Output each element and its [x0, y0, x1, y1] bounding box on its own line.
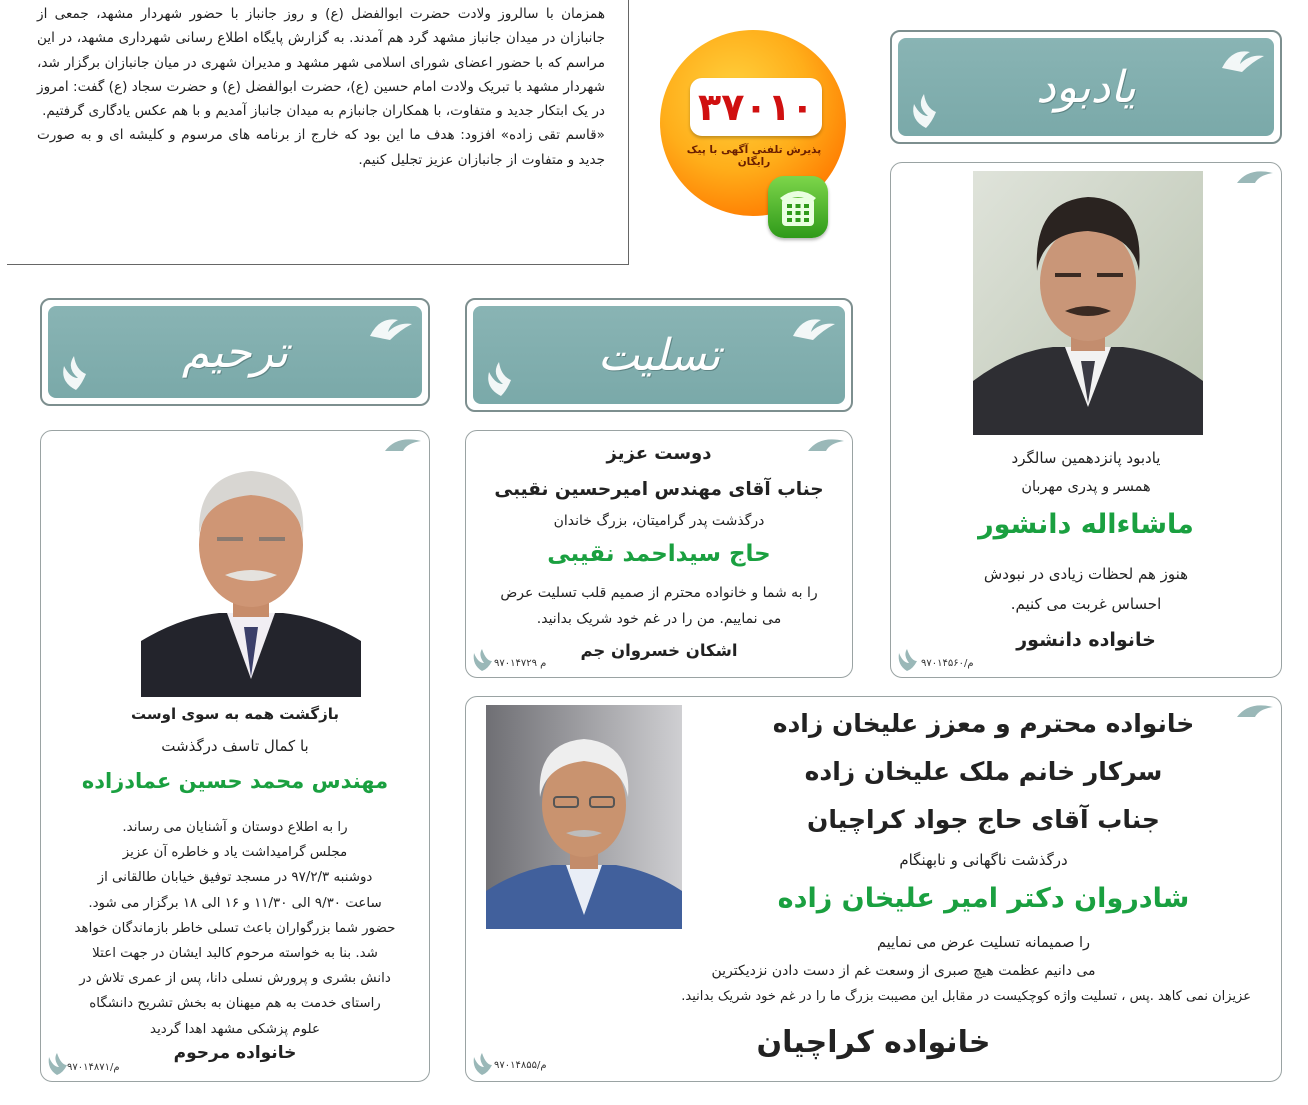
memorial-line: هنوز هم لحظات زیادی در نبودش: [983, 565, 1189, 583]
corner-ornament-icon: [383, 435, 423, 455]
condolence-line: را به شما و خانواده محترم از صمیم قلب تسلیت عرض: [500, 585, 818, 601]
section-header-yadbood: [890, 30, 1282, 144]
ad-signature: خانواده مرحوم: [173, 1043, 297, 1063]
condolence-recipient: سرکار خانم ملک علیخان زاده: [804, 757, 1163, 786]
memorial-ad-daneshvar: [890, 162, 1282, 678]
section-title: تسلیت: [597, 329, 721, 381]
condolence-line: درگذشت ناگهانی و نابهنگام: [899, 851, 1068, 869]
condolence-recipient: جناب آقای حاج جواد کراچیان: [807, 805, 1160, 834]
obituary-body-line: دانش بشری و پرورش نسلی دانا، پس از عمری تلاش در: [79, 971, 391, 987]
ad-signature: اشکان خسروان جم: [580, 641, 738, 660]
phone-ad-promo-badge: [660, 30, 850, 242]
memorial-line: یادبود پانزدهمین سالگرد: [1011, 449, 1161, 467]
obituary-body-line: ساعت ۹/۳۰ الی ۱۱/۳۰ و ۱۶ الی ۱۸ برگزار می شود.: [88, 895, 382, 911]
deceased-name: حاج سیداحمد نقیبی: [547, 541, 771, 567]
obituary-body: [41, 815, 429, 1042]
news-article: [7, 0, 629, 265]
ad-code: م/۹۷۰۱۴۸۷۱: [67, 1062, 120, 1073]
corner-ornament-icon: [1235, 167, 1275, 187]
news-paragraph: «قاسم تقی زاده» افزود: هدف ما این بود که خارج از برنامه های مرسوم و کلیشه ای و به صورت جدید و متفاوت از جانبازان عزیز تجلیل کنیم.: [37, 127, 605, 168]
condolence-recipient: خانواده محترم و معزز علیخان زاده: [772, 709, 1195, 738]
promo-phone-number: ۳۷۰۱۰: [698, 85, 814, 129]
condolence-ad-alikhanzadeh: [465, 696, 1282, 1082]
condolence-line: عزیزان نمی کاهد .پس ، تسلیت واژه کوچکیست در مقابل این مصیبت بزرگ ما را در غم خود شریک بدانید.: [681, 989, 1251, 1004]
obituary-body-line: مجلس گرامیداشت یاد و خاطره آن عزیز: [122, 845, 348, 861]
condolence-recipient: جناب آقای مهندس امیرحسین نقیبی: [494, 479, 824, 500]
condolence-line: دوست عزیز: [606, 443, 712, 464]
section-title: ترحیم: [181, 326, 289, 378]
section-title: یادبود: [1036, 61, 1136, 113]
floral-ornament-icon: [906, 90, 946, 130]
memorial-line: احساس غربت می کنیم.: [1010, 595, 1162, 613]
floral-ornament-icon: [368, 314, 414, 344]
floral-ornament-icon: [56, 352, 96, 392]
obituary-body-line: راستای خدمت به هم میهنان به بخش تشریح دانشگاه: [89, 996, 381, 1012]
condolence-line: می نماییم. من را در غم خود شریک بدانید.: [536, 611, 782, 627]
floral-ornament-icon: [1220, 46, 1266, 76]
ad-code: م ۹۷۰۱۴۷۲۹: [494, 658, 547, 669]
section-header-tasliyat: [465, 298, 853, 412]
obituary-body-line: را به اطلاع دوستان و آشنایان می رساند.: [122, 820, 348, 835]
obituary-body-line: شد. بنا به خواسته مرحوم کالبد ایشان در جهت اعتلا: [92, 946, 378, 962]
promo-caption: پذیرش تلفنی آگهی با پیک رایگان: [686, 144, 822, 168]
memorial-line: همسر و پدری مهربان: [1021, 479, 1151, 495]
obituary-ad-emadzadeh: [40, 430, 430, 1082]
deceased-name: مهندس محمد حسین عمادزاده: [81, 769, 389, 793]
ad-signature: خانواده کراچیان: [756, 1025, 991, 1060]
portrait-photo: [973, 171, 1203, 435]
condolence-line: درگذشت پدر گرامیتان، بزرگ خاندان: [553, 513, 765, 529]
deceased-name: شادروان دکتر امیر علیخان زاده: [777, 883, 1190, 914]
ad-code: م/۹۷۰۱۴۸۵۵: [494, 1060, 547, 1071]
condolence-ad-naghibi: [465, 430, 853, 678]
ad-signature: خانواده دانشور: [1016, 629, 1156, 651]
floral-ornament-icon: [791, 314, 837, 344]
news-paragraph: همزمان با سالروز ولادت حضرت ابوالفضل (ع) و روز جانباز با حضور شهردار مشهد، جمعی از جانبازان در میدان جانباز مشهد گرد هم آمدند. به گزارش پایگاه اطلاع رسانی شهرداری مشهد، در این مراسم که با حضور اعضای شورای اسلامی شهر مشهد و مدیران شهری در میان جانبازان برگزار شد، شهردار مشهد با تبریک ولادت امام حسین (ع)، حضرت ابوالفضل (ع) و حضرت سجاد (ع) گفت: امروز در یک ابتکار جدید و متفاوت، با همکاران جانبازم به میدان جانباز آمدیم و با هم عکس یادگاری گرفتیم.: [37, 6, 605, 120]
telephone-icon: [768, 176, 828, 238]
portrait-photo: [141, 441, 361, 697]
portrait-photo: [486, 705, 682, 929]
condolence-line: می دانیم عظمت هیچ صبری از وسعت غم از دست دادن نزدیکترین: [711, 963, 1096, 979]
ad-code: م/۹۷۰۱۴۵۶۰: [921, 658, 974, 669]
floral-ornament-icon: [481, 358, 521, 398]
obituary-line: بازگشت همه به سوی اوست: [131, 705, 339, 723]
promo-number-card: [690, 78, 822, 136]
obituary-body-line: علوم پزشکی مشهد اهدا گردید: [150, 1021, 320, 1037]
condolence-line: را صمیمانه تسلیت عرض می نماییم: [876, 935, 1091, 951]
obituary-body-line: حضور شما بزرگواران باعث تسلی خاطر بازماندگان خواهد: [74, 920, 396, 936]
obituary-body-line: دوشنبه ۹۷/۲/۳ در مسجد توفیق خیابان طالقانی از: [97, 870, 373, 886]
news-body: [37, 2, 605, 172]
obituary-line: با کمال تاسف درگذشت: [161, 737, 309, 755]
section-header-tarhim: [40, 298, 430, 406]
deceased-name: ماشاءاله دانشور: [978, 509, 1194, 540]
